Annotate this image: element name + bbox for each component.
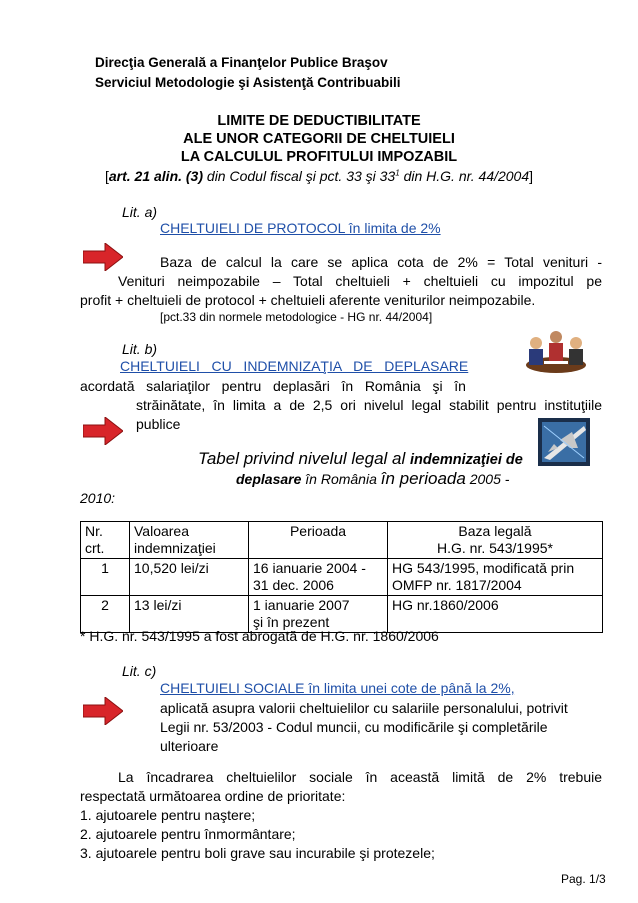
section-a-note: [pct.33 din normele metodologice - HG nr. 44/2004] bbox=[160, 310, 433, 324]
header-service: Serviciul Metodologie şi Asistenţă Contribuabili bbox=[95, 75, 401, 90]
title-line-1: LIMITE DE DEDUCTIBILITATE bbox=[217, 113, 421, 129]
table-title-1 bbox=[198, 449, 523, 469]
priority-item-2: 2. ajutoarele pentru înmormântare; bbox=[80, 826, 296, 842]
priority-item-3: 3. ajutoarele pentru boli grave sau incurabile şi protezele; bbox=[80, 845, 435, 861]
cell-nr: 2 bbox=[81, 596, 130, 633]
table-row bbox=[81, 559, 603, 596]
section-b-text-3: publice bbox=[136, 416, 181, 432]
header-value: Valoarea indemnizaţiei bbox=[130, 522, 249, 559]
title-line-3: LA CALCULUL PROFITULUI IMPOZABIL bbox=[180, 149, 458, 165]
section-b-text-2: străinătate, în limita a de 2,5 ori nivelul legal stabilit pentru instituţiile bbox=[136, 397, 602, 413]
table-title-3: 2010: bbox=[80, 490, 116, 506]
red-arrow-icon bbox=[83, 243, 123, 271]
table-title-2 bbox=[236, 469, 509, 489]
cell-period: 1 ianuarie 2007 şi în prezent bbox=[249, 596, 388, 633]
ref-text-end: din H.G. nr. 44/2004 bbox=[399, 168, 530, 184]
section-c-link[interactable]: CHELTUIELI SOCIALE în limita unei cote de până la 2%, bbox=[160, 680, 515, 696]
title-line-2: ALE UNOR CATEGORII DE CHELTUIELI bbox=[183, 131, 455, 147]
section-a-text-1: Baza de calcul la care se aplica cota de 2% = Total venituri - bbox=[160, 254, 602, 270]
section-a-text-3: profit + cheltuieli de protocol + cheltuieli aferente veniturilor neimpozabile. bbox=[80, 292, 536, 308]
ref-bracket-open: [ bbox=[104, 168, 109, 184]
section-b-text-1: acordată salariaţilor pentru deplasări în România şi în bbox=[80, 378, 466, 394]
section-a-link[interactable]: CHELTUIELI DE PROTOCOL în limita de 2% bbox=[160, 220, 441, 236]
cell-nr: 1 bbox=[81, 559, 130, 596]
priority-text-1: La încadrarea cheltuielilor sociale în această limită de 2% trebuie bbox=[118, 769, 602, 785]
table-title-period: în perioada bbox=[380, 469, 466, 488]
header-legal-basis: Baza legală H.G. nr. 543/1995* bbox=[388, 522, 603, 559]
header-nr: Nr. crt. bbox=[81, 522, 130, 559]
table-title-bold-2: deplasare bbox=[236, 471, 302, 487]
section-a-label: Lit. a) bbox=[122, 204, 158, 220]
cell-value: 13 lei/zi bbox=[130, 596, 249, 633]
header-period: Perioada bbox=[249, 522, 388, 559]
section-c-text-3: ulterioare bbox=[160, 738, 219, 754]
cell-value: 10,520 lei/zi bbox=[130, 559, 249, 596]
section-c-text-2: Legii nr. 53/2003 - Codul muncii, cu modificările şi completările bbox=[160, 719, 548, 735]
table-title-text-2: în România bbox=[301, 471, 381, 487]
priority-item-1: 1. ajutoarele pentru naştere; bbox=[80, 807, 256, 823]
ref-superscript: 1 bbox=[395, 168, 400, 178]
section-a-text-2: Venituri neimpozabile – Total cheltuieli + cheltuieli cu impozitul pe bbox=[118, 273, 602, 289]
allowance-table bbox=[80, 521, 603, 633]
table-header-row bbox=[81, 522, 603, 559]
legal-reference bbox=[0, 168, 638, 184]
table-title-years: 2005 - bbox=[465, 471, 510, 487]
table-title-text: Tabel privind nivelul legal al bbox=[198, 449, 411, 468]
red-arrow-icon bbox=[83, 417, 123, 445]
section-c-text-1: aplicată asupra valorii cheltuielilor cu salariile personalului, potrivit bbox=[160, 700, 568, 716]
meeting-clipart-icon bbox=[522, 327, 590, 377]
header-directorate: Direcţia Generală a Finanţelor Publice Braşov bbox=[95, 55, 388, 70]
priority-text-2: respectată următoarea ordine de prioritate: bbox=[80, 788, 346, 804]
airplane-clipart-icon bbox=[538, 418, 590, 466]
ref-bracket-close: ] bbox=[529, 168, 534, 184]
table-title-bold: indemnizaţiei de bbox=[410, 452, 523, 468]
cell-legal-basis: HG 543/1995, modificată prin OMFP nr. 1817/2004 bbox=[388, 559, 603, 596]
ref-article: art. 21 alin. (3) bbox=[108, 168, 204, 184]
section-b-label: Lit. b) bbox=[122, 341, 158, 357]
section-c-label: Lit. c) bbox=[122, 663, 157, 679]
ref-text: din Codul fiscal şi pct. 33 şi 33 bbox=[203, 168, 396, 184]
table-footnote: * H.G. nr. 543/1995 a fost abrogată de H.G. nr. 1860/2006 bbox=[80, 628, 439, 644]
section-b-link[interactable]: CHELTUIELI CU INDEMNIZAŢIA DE DEPLASARE bbox=[120, 358, 469, 374]
page-number: Pag. 1/3 bbox=[561, 872, 606, 886]
red-arrow-icon bbox=[83, 697, 123, 725]
cell-legal-basis: HG nr.1860/2006 bbox=[388, 596, 603, 633]
cell-period: 16 ianuarie 2004 - 31 dec. 2006 bbox=[249, 559, 388, 596]
